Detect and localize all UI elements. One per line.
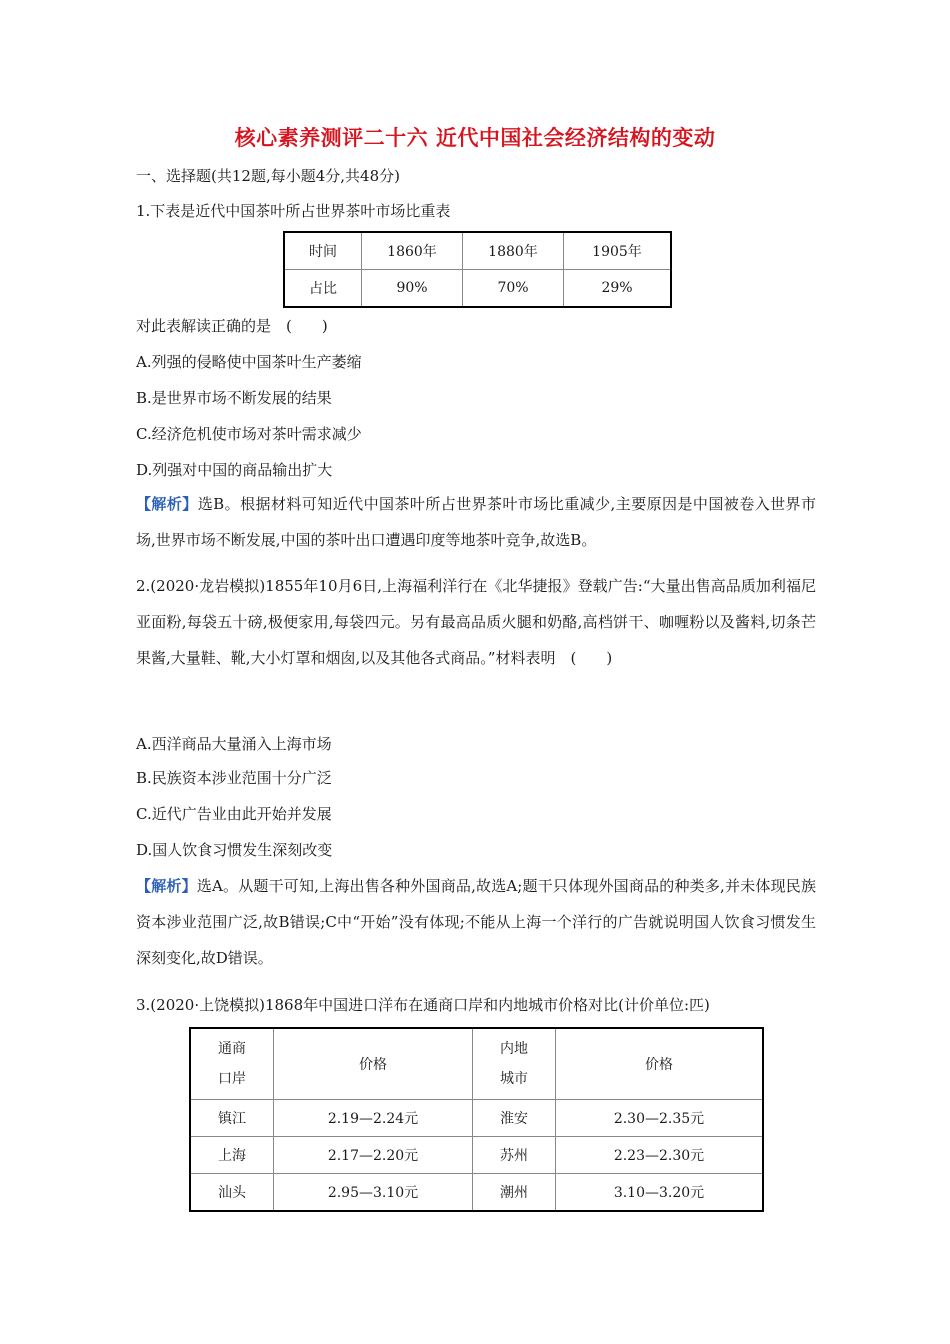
q1-table bbox=[283, 231, 672, 308]
q2-option-c: C.近代广告业由此开始并发展 bbox=[136, 805, 332, 823]
q1-prompt: 对此表解读正确的是 ( ) bbox=[136, 317, 328, 335]
table-row bbox=[190, 1028, 763, 1100]
header-line: 城市 bbox=[500, 1071, 528, 1087]
table-cell: 2.17—2.20元 bbox=[274, 1137, 473, 1174]
table-row bbox=[284, 270, 671, 308]
header-line: 口岸 bbox=[218, 1071, 246, 1087]
q3-stem: 3.(2020·上饶模拟)1868年中国进口洋布在通商口岸和内地城市价格对比(计价单位:匹) bbox=[136, 996, 710, 1014]
analysis-text: 选B。根据材料可知近代中国茶叶所占世界茶叶市场比重减少,主要原因是中国被卷入世界市场,世界市场不断发展,中国的茶叶出口遭遇印度等地茶叶竞争,故选B。 bbox=[136, 495, 816, 549]
table-cell: 1880年 bbox=[463, 232, 564, 270]
table-cell: 上海 bbox=[190, 1137, 274, 1174]
table-cell: 90% bbox=[362, 270, 463, 308]
table-cell: 潮州 bbox=[473, 1174, 556, 1212]
q1-option-c: C.经济危机使市场对茶叶需求减少 bbox=[136, 425, 362, 443]
table-cell: 1860年 bbox=[362, 232, 463, 270]
table-cell: 占比 bbox=[284, 270, 362, 308]
q2-option-a: A.西洋商品大量涌入上海市场 bbox=[136, 735, 332, 753]
header-line: 通商 bbox=[218, 1041, 246, 1057]
table-cell: 时间 bbox=[284, 232, 362, 270]
table-cell: 1905年 bbox=[564, 232, 672, 270]
table-cell: 70% bbox=[463, 270, 564, 308]
table-cell: 苏州 bbox=[473, 1137, 556, 1174]
q1-stem: 1.下表是近代中国茶叶所占世界茶叶市场比重表 bbox=[136, 202, 451, 220]
analysis-label: 【解析】 bbox=[136, 495, 198, 513]
table-cell: 2.19—2.24元 bbox=[274, 1100, 473, 1137]
table-row bbox=[190, 1137, 763, 1174]
table-row bbox=[190, 1174, 763, 1212]
page-title: 核心素养测评二十六 近代中国社会经济结构的变动 bbox=[234, 126, 716, 150]
q2-option-d: D.国人饮食习惯发生深刻改变 bbox=[136, 841, 333, 859]
table-cell: 淮安 bbox=[473, 1100, 556, 1137]
table-row bbox=[190, 1100, 763, 1137]
q1-option-a: A.列强的侵略使中国茶叶生产萎缩 bbox=[136, 353, 362, 371]
table-header-cell: 价格 bbox=[556, 1028, 764, 1100]
table-cell: 2.30—2.35元 bbox=[556, 1100, 764, 1137]
header-line: 内地 bbox=[500, 1041, 528, 1057]
q2-stem: 2.(2020·龙岩模拟)1855年10月6日,上海福利洋行在《北华捷报》登载广告:“大量出售高品质加利福尼亚面粉,每袋五十磅,极便家用,每袋四元。另有最高品质火腿和奶酪,高档饼干、咖喱粉以及酱料,切条芒果酱,大量鞋、靴,大小灯罩和烟囱,以及其他各式商品。”材料表明 ( ) bbox=[136, 577, 816, 667]
table-cell: 2.23—2.30元 bbox=[556, 1137, 764, 1174]
table-cell: 2.95—3.10元 bbox=[274, 1174, 473, 1212]
table-cell: 29% bbox=[564, 270, 672, 308]
table-header-cell: 价格 bbox=[274, 1028, 473, 1100]
table-header-cell bbox=[473, 1028, 556, 1100]
table-cell: 3.10—3.20元 bbox=[556, 1174, 764, 1212]
analysis-label: 【解析】 bbox=[136, 877, 197, 895]
q1-option-d: D.列强对中国的商品输出扩大 bbox=[136, 461, 333, 479]
q1-analysis bbox=[136, 486, 816, 558]
q3-table bbox=[189, 1027, 764, 1212]
table-cell: 镇江 bbox=[190, 1100, 274, 1137]
table-cell: 汕头 bbox=[190, 1174, 274, 1212]
q1-option-b: B.是世界市场不断发展的结果 bbox=[136, 389, 332, 407]
section-heading: 一、选择题(共12题,每小题4分,共48分) bbox=[136, 167, 400, 185]
analysis-text: 选A。从题干可知,上海出售各种外国商品,故选A;题干只体现外国商品的种类多,并未体现民族资本涉业范围广泛,故B错误;C中“开始”没有体现;不能从上海一个洋行的广告就说明国人饮食习惯发生深刻变化,故D错误。 bbox=[136, 877, 816, 967]
table-row bbox=[284, 232, 671, 270]
q2-analysis bbox=[136, 868, 816, 976]
table-header-cell bbox=[190, 1028, 274, 1100]
q2-option-b: B.民族资本涉业范围十分广泛 bbox=[136, 769, 332, 787]
